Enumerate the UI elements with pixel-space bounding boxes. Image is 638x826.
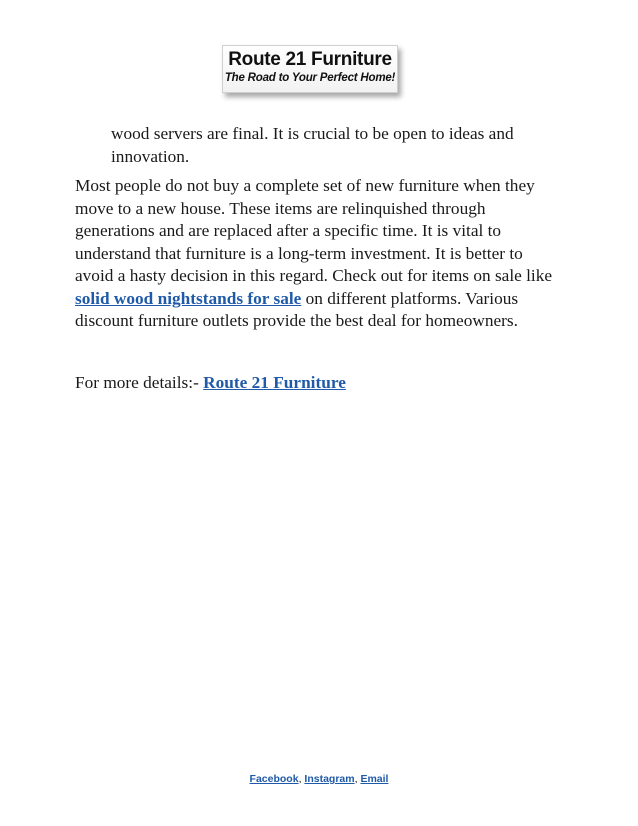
logo-tagline: The Road to Your Perfect Home! [224,72,396,84]
nightstands-link[interactable]: solid wood nightstands for sale [75,288,302,308]
continued-paragraph-text: wood servers are final. It is crucial to be open to ideas and innovation. [111,124,514,166]
email-link[interactable]: Email [360,773,389,785]
main-paragraph-text [75,175,555,333]
paragraph-before-link: Most people do not buy a complete set of new furniture when they move to a new house. These items are relinquished through generations and are replaced after a specific time. It is vital to understand that furniture is a long-term investment. It is better to avoid a hasty decision in this regard. Check out for items on sale like [75,176,553,285]
footer-separator-2: , [354,773,361,785]
more-details [75,372,555,395]
more-details-label: For more details:- [75,373,204,392]
footer-links [0,773,638,785]
route21-link[interactable]: Route 21 Furniture [203,373,346,392]
main-paragraph [75,175,555,333]
facebook-link[interactable]: Facebook [249,773,299,785]
footer-separator-1: , [298,773,305,785]
route21-logo [222,45,398,93]
logo-title: Route 21 Furniture [228,49,392,70]
continued-paragraph [111,123,561,168]
paragraph-after-link: on different platforms. Various discount furniture outlets provide the best deal for homeowners. [75,288,519,330]
instagram-link[interactable]: Instagram [304,773,355,785]
more-details-text [75,372,555,395]
